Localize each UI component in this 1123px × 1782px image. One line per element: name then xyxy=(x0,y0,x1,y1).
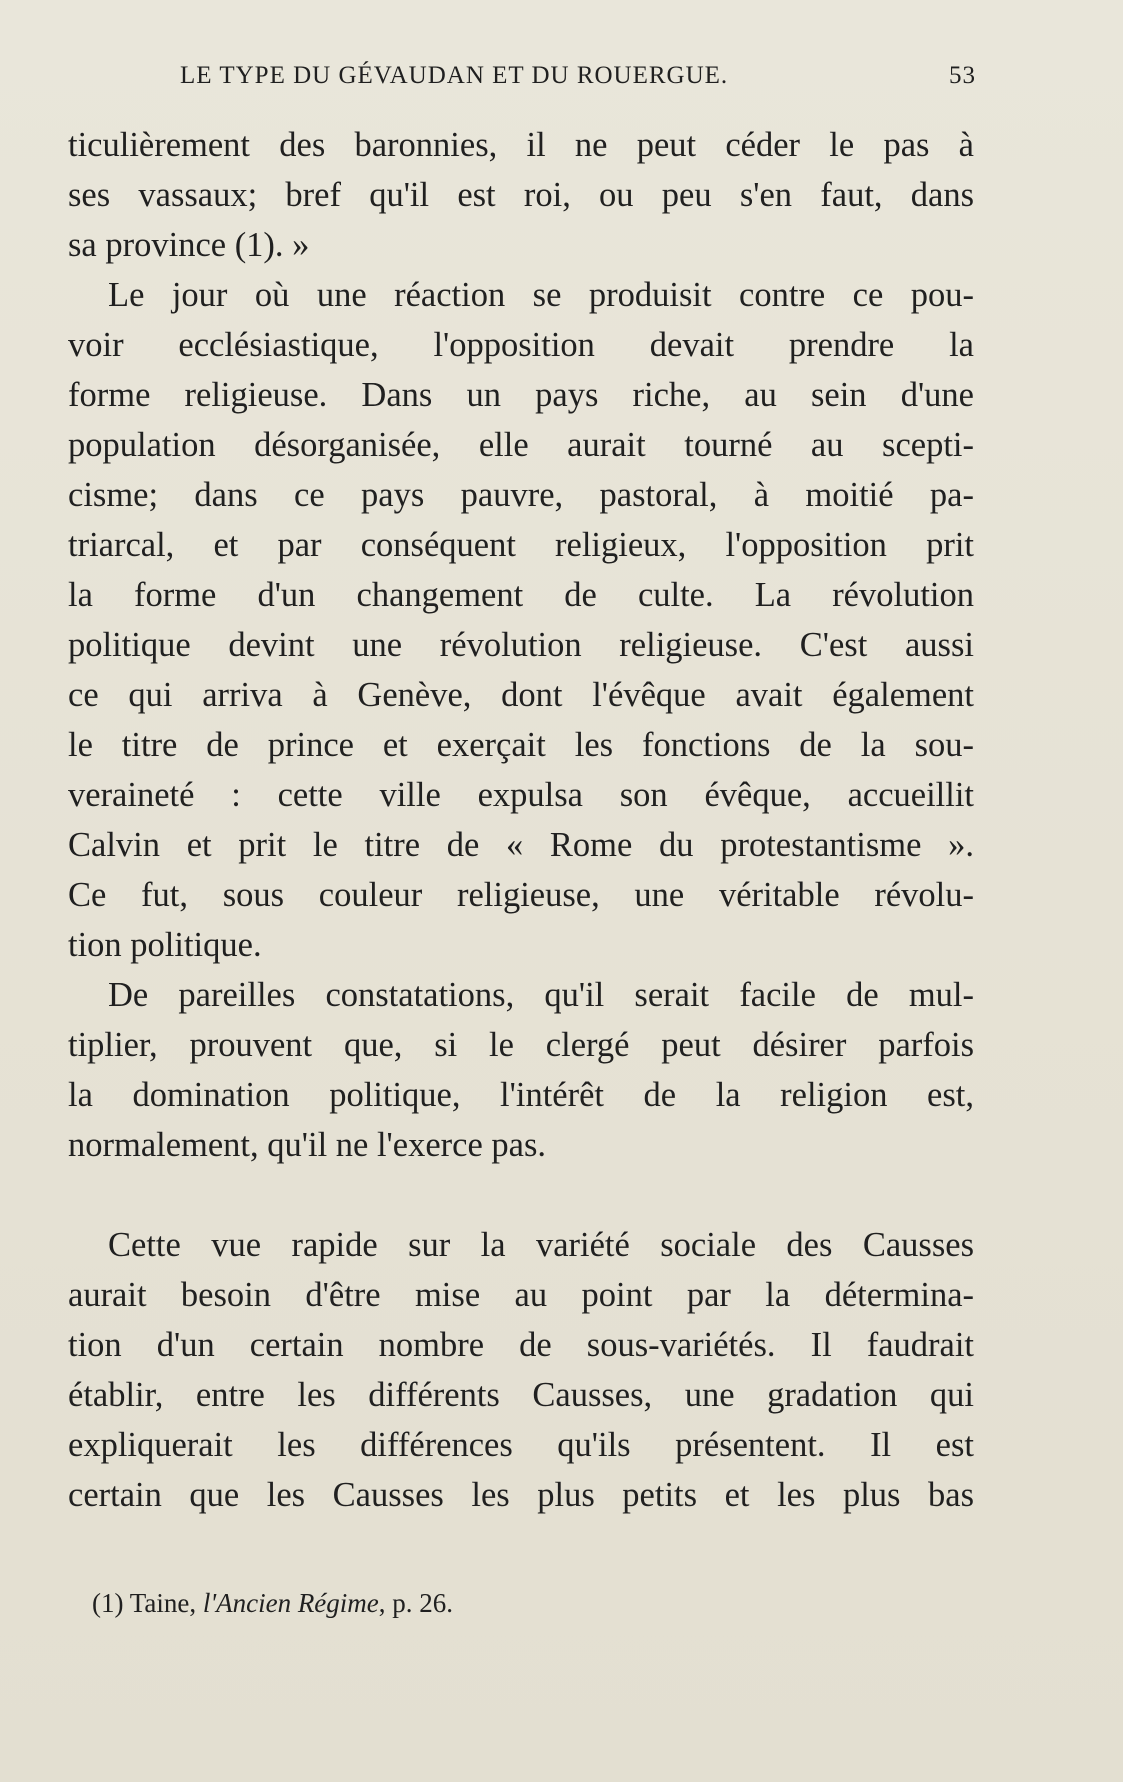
text-line: établir, entre les différents Causses, une gradation qui xyxy=(68,1376,974,1414)
text-line: De pareilles constatations, qu'il serait facile de mul- xyxy=(108,976,974,1014)
footnote xyxy=(92,1588,453,1619)
text-line: certain que les Causses les plus petits et les plus bas xyxy=(68,1476,974,1514)
text-line: sa province (1). » xyxy=(68,226,310,264)
footnote-work-title: l'Ancien Régime xyxy=(202,1588,379,1618)
text-line: ticulièrement des baronnies, il ne peut céder le pas à xyxy=(68,126,974,164)
text-line: veraineté : cette ville expulsa son évêque, accueillit xyxy=(68,776,974,814)
text-line: Le jour où une réaction se produisit contre ce pou- xyxy=(108,276,974,314)
text-line: tion politique. xyxy=(68,926,262,964)
page-number: 53 xyxy=(949,62,976,89)
text-line: Ce fut, sous couleur religieuse, une véritable révolu- xyxy=(68,876,974,914)
text-line: politique devint une révolution religieuse. C'est aussi xyxy=(68,626,974,664)
running-head xyxy=(180,62,976,98)
text-line: tion d'un certain nombre de sous-variétés. Il faudrait xyxy=(68,1326,974,1364)
text-line: aurait besoin d'être mise au point par la détermina- xyxy=(68,1276,974,1314)
running-title: LE TYPE DU GÉVAUDAN ET DU ROUERGUE. xyxy=(180,62,729,89)
text-line: cisme; dans ce pays pauvre, pastoral, à moitié pa- xyxy=(68,476,974,514)
text-line: expliquerait les différences qu'ils présentent. Il est xyxy=(68,1426,974,1464)
footnote-marker: (1) Taine, xyxy=(92,1588,197,1618)
text-line: normalement, qu'il ne l'exerce pas. xyxy=(68,1126,546,1164)
text-line: triarcal, et par conséquent religieux, l'opposition prit xyxy=(68,526,974,564)
footnote-page-ref: , p. 26. xyxy=(378,1588,454,1618)
text-line: la forme d'un changement de culte. La révolution xyxy=(68,576,974,614)
text-line: la domination politique, l'intérêt de la religion est, xyxy=(68,1076,974,1114)
text-line: population désorganisée, elle aurait tourné au scepti- xyxy=(68,426,974,464)
body-text xyxy=(68,120,974,1520)
text-line: Cette vue rapide sur la variété sociale des Causses xyxy=(108,1226,974,1264)
text-line: tiplier, prouvent que, si le clergé peut désirer parfois xyxy=(68,1026,974,1064)
text-line: le titre de prince et exerçait les fonctions de la sou- xyxy=(68,726,974,764)
text-line: ses vassaux; bref qu'il est roi, ou peu s'en faut, dans xyxy=(68,176,974,214)
text-line: ce qui arriva à Genève, dont l'évêque avait également xyxy=(68,676,974,714)
text-line: Calvin et prit le titre de « Rome du protestantisme ». xyxy=(68,826,974,864)
section-gap xyxy=(68,1170,974,1220)
text-line: voir ecclésiastique, l'opposition devait prendre la xyxy=(68,326,974,364)
text-line: forme religieuse. Dans un pays riche, au sein d'une xyxy=(68,376,974,414)
